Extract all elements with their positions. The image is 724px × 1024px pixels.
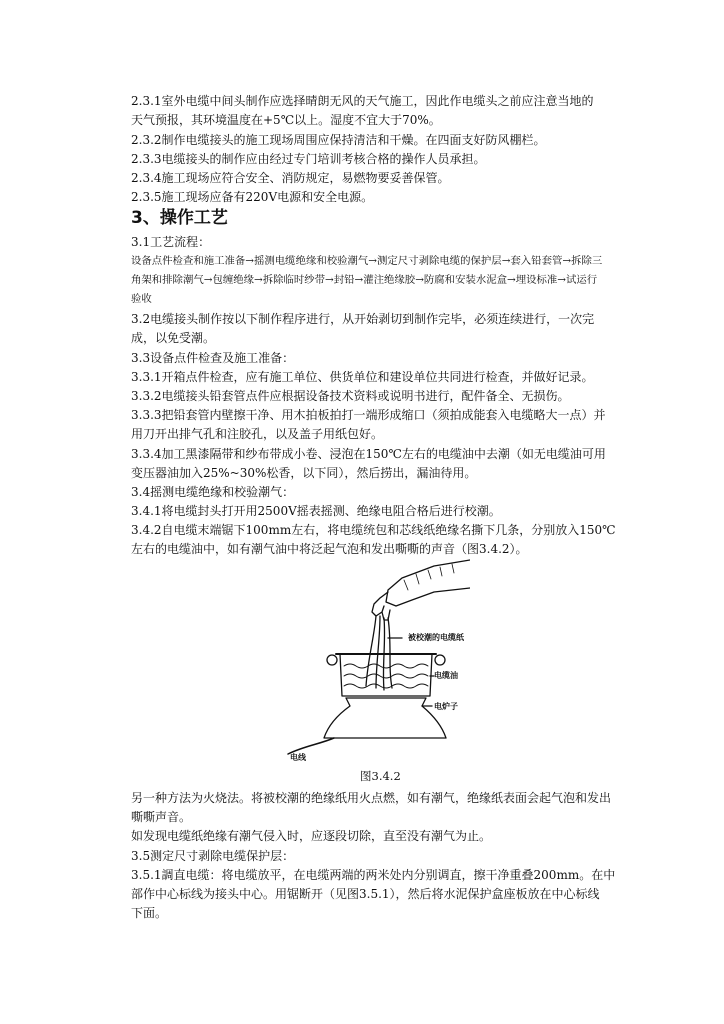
paragraph-3-2: 3.2电缆接头制作按以下制作程序进行，从开始剥切到制作完毕，必须连续进行，一次完 [131, 312, 595, 326]
oil-waves [344, 664, 428, 688]
paragraph-fire-method-cont: 嘶嘶声音。 [131, 810, 192, 824]
process-flow-line-1: 设备点件检查和施工准备→摇测电缆绝缘和校验潮气→测定尺寸剥除电缆的保护层→套入铅套管→拆除三 [131, 255, 603, 267]
paragraph-3-4: 3.4摇测电缆绝缘和校验潮气： [131, 485, 295, 499]
paragraph-3-3-4: 3.3.4加工黑漆隔带和纱布带成小卷、浸泡在150℃左右的电缆油中去潮（如无电缆油可用 [131, 447, 606, 461]
paragraph-2-3-3: 2.3.3电缆接头的制作应由经过专门培训考核合格的操作人员承担。 [131, 152, 486, 166]
paragraph-3-5-1-cont: 部作中心标线为接头中心。用锯断开（见图3.5.1），然后将水泥保护盒座板放在中心标线 [131, 887, 600, 901]
paragraph-2-3-4: 2.3.4施工现场应符合安全、消防规定，易燃物要妥善保管。 [131, 171, 450, 185]
arm-sleeve [386, 560, 470, 606]
paragraph-2-3-2: 2.3.2制作电缆接头的施工现场周围应保持清洁和干燥。在四面支好防风棚栏。 [131, 133, 546, 147]
paragraph-3-3-3: 3.3.3把铅套管内壁擦干净、用木拍板拍打一端形成缩口（须拍成能套入电缆略大一点）并 [131, 408, 606, 422]
paragraph-3-1: 3.1工艺流程： [131, 235, 211, 249]
pot-handle-right [435, 655, 445, 665]
moisture-test-illustration [284, 558, 470, 770]
paragraph-cut-off: 如发现电缆纸绝缘有潮气侵入时，应逐段切除，直至没有潮气为止。 [131, 829, 492, 843]
paragraph-3-2-cont: 成，以免受潮。 [131, 331, 216, 345]
paragraph-3-5-1: 3.5.1調直电缆：将电缆放平，在电缆两端的两米处内分别调直，擦干净重叠200mm。在中 [131, 868, 616, 882]
paragraph-2-3-1: 2.3.1室外电缆中间头制作应选择晴朗无风的天气施工，因此作电缆头之前应注意当地的 [131, 94, 594, 108]
label-moisture-paper: 被校潮的电缆纸 [408, 633, 464, 642]
label-wire: 电线 [290, 753, 306, 762]
paragraph-fire-method: 另一种方法为火烧法。将被校潮的绝缘纸用火点燃，如有潮气，绝缘纸表面会起气泡和发出 [131, 791, 612, 805]
label-electric-stove: 电炉子 [434, 702, 458, 711]
paragraph-3-3-3-cont: 用刀开出排气孔和注胶孔，以及盖子用纸包好。 [131, 427, 384, 441]
electric-stove [324, 698, 446, 738]
paragraph-3-3-4-cont: 变压器油加入25%~30%松香，以下同），然后捞出，漏油待用。 [131, 466, 477, 480]
paragraph-3-3-2: 3.3.2电缆接头铅套管点件应根据设备技术资料或说明书进行，配件备全、无损伤。 [131, 389, 570, 403]
figure-3-4-2 [284, 558, 470, 770]
paragraph-3-5-1-end: 下面。 [131, 906, 168, 920]
paragraph-2-3-1-cont: 天气预报，其环境温度在+5℃以上。湿度不宜大于70%。 [131, 113, 441, 127]
process-flow-line-2: 角架和排除潮气→包缠绝缘→拆除临时纱带→封铅→灌注绝缘胶→防腐和安装水泥盒→埋设标准→试运行 [131, 274, 598, 286]
figure-caption: 图3.4.2 [360, 769, 401, 783]
process-flow-line-3: 验收 [131, 293, 152, 305]
label-cable-oil: 电缆油 [434, 671, 458, 680]
paragraph-3-4-2: 3.4.2自电缆末端锯下100mm左右，将电缆统包和芯线纸绝缘名撕下几条，分别放入150℃ [131, 523, 616, 537]
paragraph-2-3-5: 2.3.5施工现场应备有220V电源和安全电源。 [131, 190, 374, 204]
paragraph-3-3-1: 3.3.1开箱点件检查，应有施工单位、供货单位和建设单位共同进行检查，并做好记录。 [131, 370, 594, 384]
paragraph-3-4-2-cont: 左右的电缆油中，如有潮气油中将泛起气泡和发出嘶嘶的声音（图3.4.2）。 [131, 542, 528, 556]
paragraph-3-4-1: 3.4.1将电缆封头打开用2500V摇表摇测、绝缘电阻合格后进行校潮。 [131, 504, 501, 518]
pot-handle-left [327, 655, 337, 665]
paragraph-3-5: 3.5测定尺寸剥除电缆保护层： [131, 849, 295, 863]
paragraph-3-3: 3.3设备点件检查及施工准备： [131, 351, 295, 365]
section-heading: 3、操作工艺 [131, 208, 228, 228]
